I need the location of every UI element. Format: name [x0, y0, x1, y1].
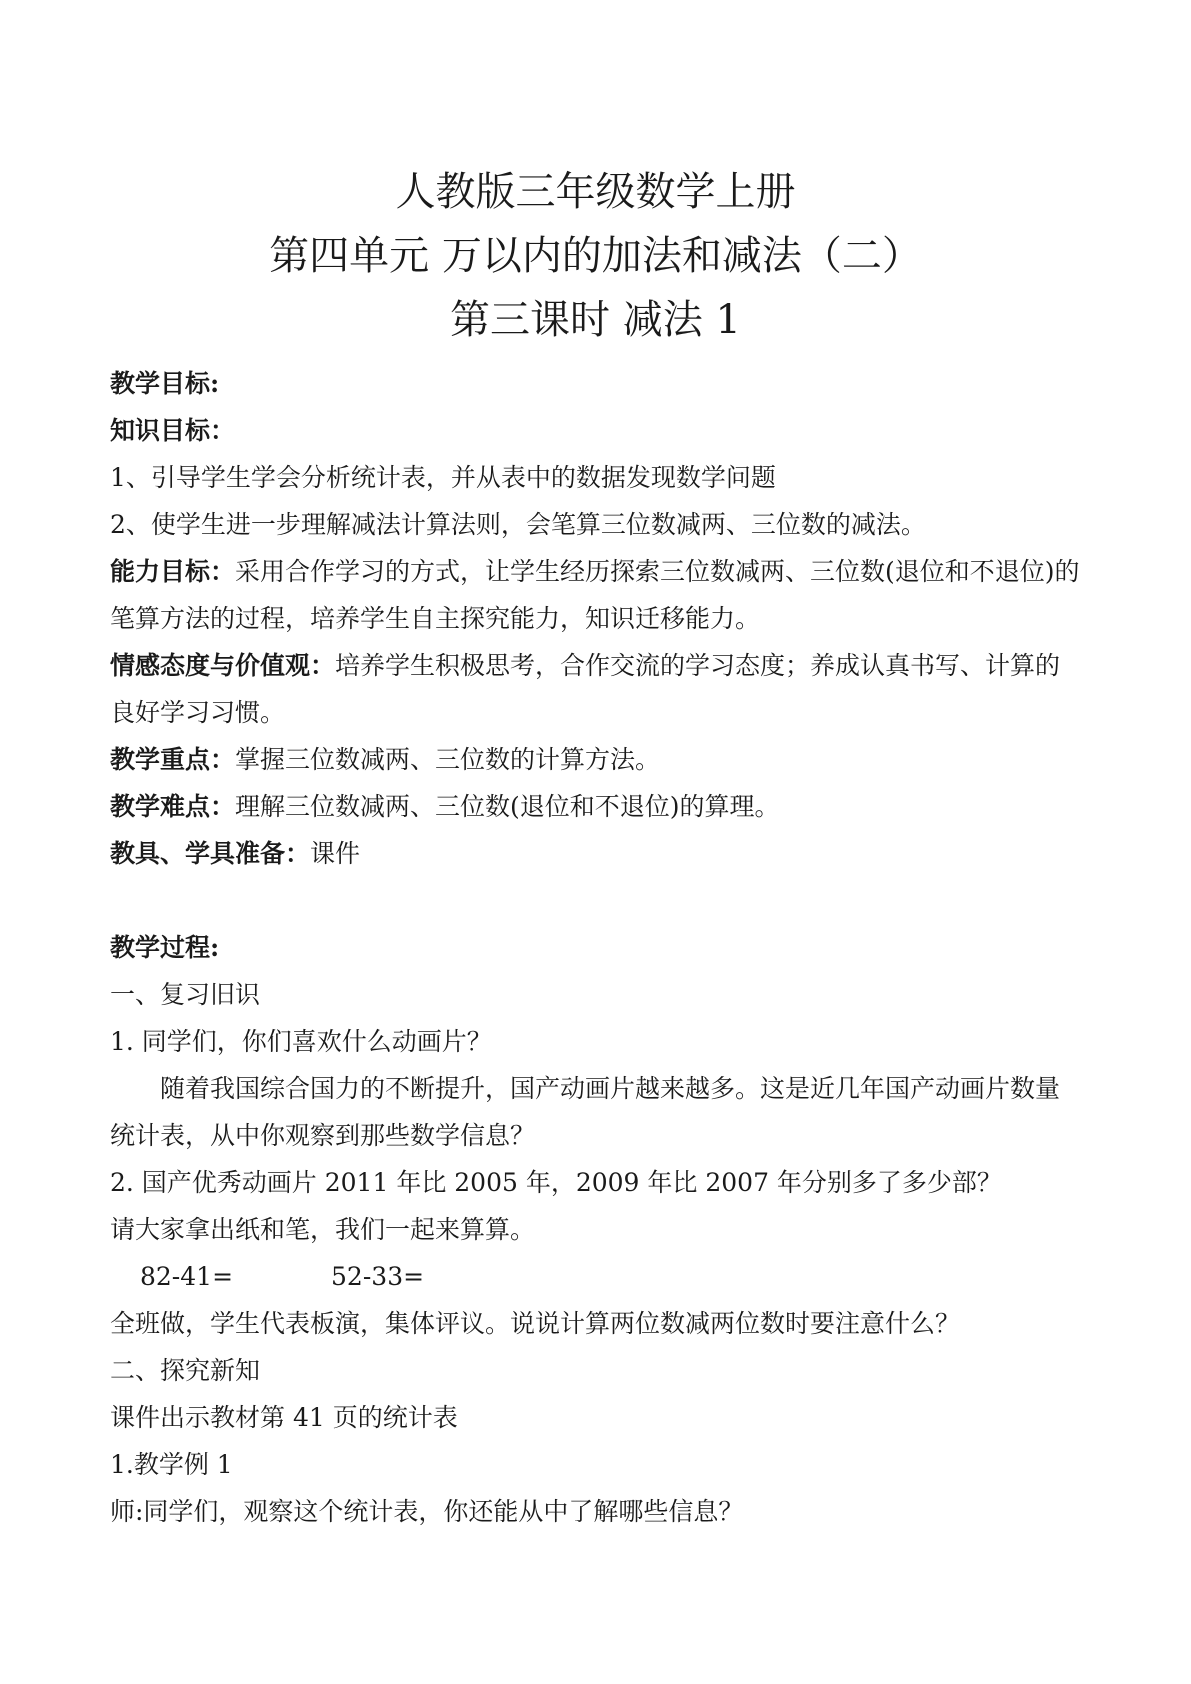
ability-objective — [110, 548, 1080, 642]
spacer — [110, 877, 1081, 924]
review-item-2: 2. 国产优秀动画片 2011 年比 2005 年，2009 年比 2007 年分别多了多少部？ — [110, 1168, 1002, 1197]
emotion-text: 培养学生积极思考，合作交流的学习态度；养成认真书写、计算的良好学习习惯。 — [110, 651, 1061, 727]
calc-expression-1: 82-41= — [140, 1262, 234, 1291]
review-item-1-paragraph: 随着我国综合国力的不断提升，国产动画片越来越多。这是近几年国产动画片数量统计表，从中你观察到那些数学信息？ — [110, 1074, 1061, 1150]
objectives-heading: 教学目标: — [110, 369, 220, 398]
section-review: 一、复习旧识 — [110, 980, 261, 1009]
tools-text: 课件 — [310, 839, 361, 868]
ability-text: 采用合作学习的方式，让学生经历探索三位数减两、三位数(退位和不退位)的笔算方法的过程，培养学生自主探究能力，知识迁移能力。 — [110, 557, 1080, 633]
lesson-title: 第三课时 减法 1 — [450, 297, 741, 343]
emotion-label: 情感态度与价值观： — [110, 651, 336, 680]
review-item-2-follow: 请大家拿出纸和笔，我们一起来算算。 — [110, 1215, 536, 1244]
knowledge-item-1: 1、引导学生学会分析统计表，并从表中的数据发现数学问题 — [110, 463, 776, 492]
title-block — [110, 160, 1081, 352]
key-point — [110, 736, 1081, 783]
calc-expression-2: 52-33= — [331, 1262, 425, 1291]
difficulty-point — [110, 783, 1081, 830]
difficulty-text: 理解三位数减两、三位数(退位和不退位)的算理。 — [235, 792, 780, 821]
key-label: 教学重点： — [110, 745, 236, 774]
example-heading: 1.教学例 1 — [110, 1450, 233, 1479]
courseware-note: 课件出示教材第 41 页的统计表 — [110, 1403, 458, 1432]
knowledge-item-2: 2、使学生进一步理解减法计算法则，会笔算三位数减两、三位数的减法。 — [110, 510, 926, 539]
tools-preparation — [110, 830, 1081, 877]
knowledge-heading: 知识目标： — [110, 416, 236, 445]
process-heading: 教学过程: — [110, 933, 220, 962]
review-item-1: 1. 同学们，你们喜欢什么动画片？ — [110, 1027, 492, 1056]
class-work: 全班做，学生代表板演，集体评议。说说计算两位数减两位数时要注意什么？ — [110, 1309, 961, 1338]
difficulty-label: 教学难点： — [110, 792, 236, 821]
ability-label: 能力目标： — [110, 557, 236, 586]
tools-label: 教具、学具准备： — [110, 839, 311, 868]
calculation-row — [110, 1253, 1081, 1300]
emotion-objective — [110, 642, 1080, 736]
unit-title: 第四单元 万以内的加法和减法（二） — [269, 233, 922, 279]
teacher-prompt: 师:同学们，观察这个统计表，你还能从中了解哪些信息？ — [110, 1497, 744, 1526]
section-explore: 二、探究新知 — [110, 1356, 261, 1385]
key-text: 掌握三位数减两、三位数的计算方法。 — [235, 745, 661, 774]
book-title: 人教版三年级数学上册 — [395, 169, 796, 215]
